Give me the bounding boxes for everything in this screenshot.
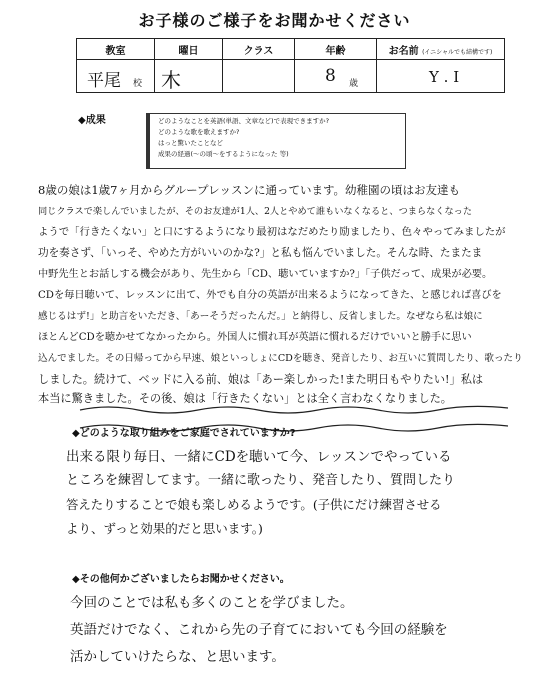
efforts-line: より、ずっと効果的だと思います。) <box>66 521 263 536</box>
results-line: しました。続けて、ベッドに入る前、娘は「あー楽しかった!また明日もやりたい!」私は <box>38 373 484 386</box>
age-value: 8 <box>325 66 336 86</box>
results-line: 同じクラスで楽しんでいましたが、そのお友達が1人、2人とやめて誰もいなくなると、つまらなくなった <box>38 206 473 217</box>
header-name-note: (イニシャルでも結構です) <box>422 48 493 56</box>
school-suffix: 校 <box>133 79 143 89</box>
guide-item: はっと驚いたことなど <box>158 139 223 147</box>
results-line: 感じるはず!」と助言をいただき、「あーそうだったんだ。」と納得し、反省しました。なぜなら私は娘に <box>38 311 483 322</box>
school-cell <box>77 60 155 93</box>
age-cell <box>295 60 377 93</box>
other-line: 今回のことでは私も多くのことを学びました。 <box>70 595 354 611</box>
results-line: ほとんどCDを聴かせてなかったから。外国人に慣れ耳が英語に慣れるだけでいいと勝手に思い <box>38 332 472 343</box>
results-text <box>38 180 523 408</box>
other-line: 英語だけでなく、これから先の子育てにおいても今回の経験を <box>70 622 448 638</box>
results-line: 8歳の娘は1歳7ヶ月からグループレッスンに通っています。幼稚園の頃はお友達も <box>38 183 461 197</box>
header-class: クラス <box>223 39 295 60</box>
efforts-line: 出来る限り毎日、一緒にCDを聴いて今、レッスンでやっている <box>66 449 452 465</box>
header-name <box>377 39 505 60</box>
efforts-line: 答えたりすることで娘も楽しめるようです。(子供にだけ練習させる <box>66 497 442 512</box>
header-day: 曜日 <box>155 39 223 60</box>
class-cell <box>223 60 295 93</box>
results-line: CDを毎日聴いて、レッスンに出て、外でも自分の英語が出来るようになってきた、と感じれば喜びを <box>38 290 502 301</box>
page-title: お子様のご様子をお聞かせください <box>138 11 411 30</box>
results-line: 中野先生とお話しする機会があり、先生から「CD、聴いていますか?」「子供だって、成果が必要。 <box>38 269 493 280</box>
school-value: 平尾 <box>87 71 121 91</box>
guide-box <box>146 113 406 169</box>
other-line: 活かしていけたらな、と思います。 <box>70 649 285 665</box>
efforts-heading: ◆どのような取り組みをご家庭でされていますか? <box>72 428 296 439</box>
other-text <box>70 590 448 671</box>
day-cell <box>155 60 223 93</box>
day-value: 木 <box>161 68 181 92</box>
guide-item: 成果の経過(〜の頃〜をするようになった 等) <box>158 150 289 158</box>
efforts-text <box>66 445 455 541</box>
header-school: 教室 <box>77 39 155 60</box>
header-name-label: お名前 <box>388 45 419 57</box>
header-age: 年齢 <box>295 39 377 60</box>
guide-item: どのようなことを英語(単語、文章など)で表現できますか? <box>158 117 330 125</box>
guide-item: どのような歌を歌えますか? <box>158 128 240 136</box>
efforts-line: ところを練習してます。一緒に歌ったり、発音したり、質問したり <box>66 473 455 488</box>
results-line: 功を奏さず、「いっそ、やめた方がいいのかな?」と私も悩んでいました。そんな時、たまたま <box>38 247 483 259</box>
results-heading: ◆成果 <box>78 115 106 126</box>
name-value: Y . I <box>429 68 460 86</box>
info-table <box>76 38 505 93</box>
results-line: 本当に驚きました。その後、娘は「行きたくない」とは全く言わなくなりました。 <box>38 392 452 405</box>
age-suffix: 歳 <box>349 79 359 89</box>
results-line: 込んでました。その日帰ってから早速、娘といっしょにCDを聴き、発音したり、お互いに質問したり、歌ったり <box>38 353 523 364</box>
name-cell <box>377 60 505 93</box>
results-line: ようで「行きたくない」と口にするようになり最初はなだめたり励ましたり、色々やってみましたが <box>38 226 506 238</box>
other-heading: ◆その他何かございましたらお聞かせください。 <box>72 574 290 585</box>
